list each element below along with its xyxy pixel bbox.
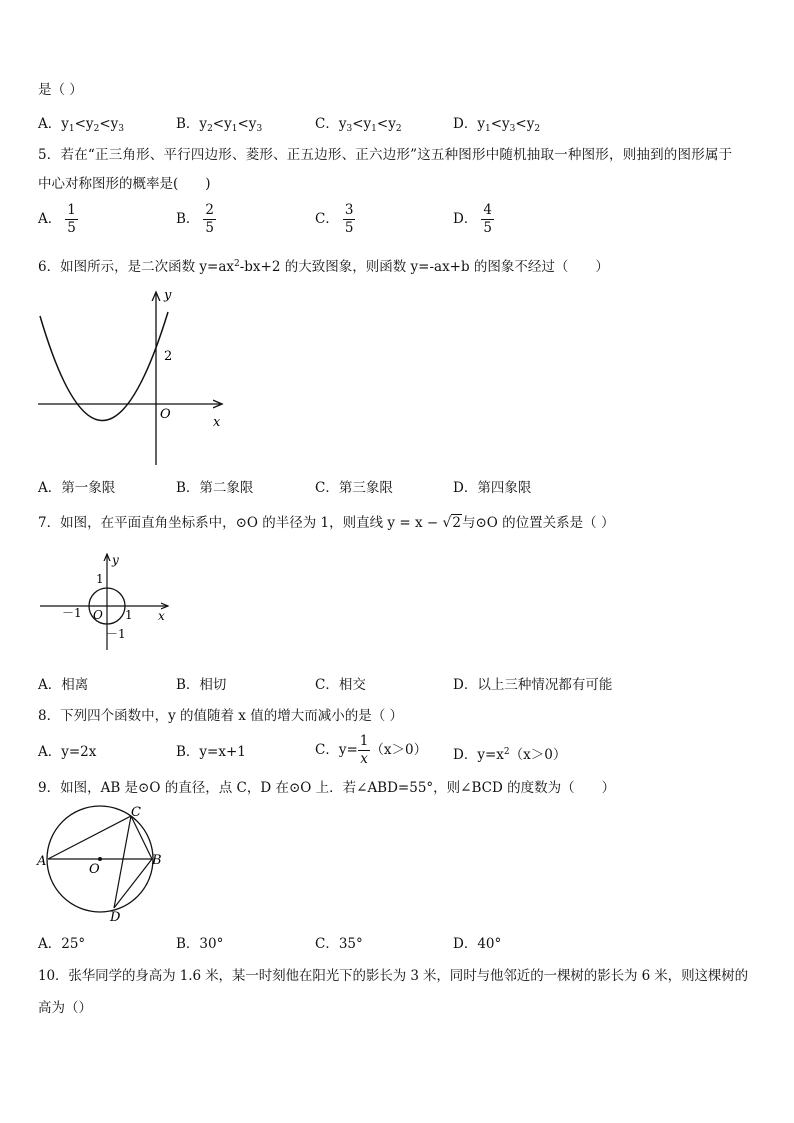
q9-chord-cd xyxy=(114,816,131,908)
q7-option-d: D．以上三种情况都有可能 xyxy=(453,677,613,693)
q6-parabola-figure xyxy=(30,282,230,472)
q10-line2: 高为（） xyxy=(38,1000,92,1016)
q7-origin-label: O xyxy=(93,608,103,622)
q4-option-d: D．$y_1<y_3<y_2$ xyxy=(453,116,541,134)
q6-y-label: y xyxy=(164,288,172,303)
q9-label-b: B xyxy=(152,853,162,868)
q8-option-a: A．y=2x xyxy=(38,744,97,760)
q7-question: 7．如图，在平面直角坐标系中，⊙O 的半径为 1，则直线 y = x − √2与⊙O 的位置关系是（ ） xyxy=(38,515,615,531)
q6-intercept-label: 2 xyxy=(164,349,173,364)
q7-option-b: B．相切 xyxy=(176,677,227,693)
q6-option-b: B．第二象限 xyxy=(176,480,254,496)
q8-question: 8．下列四个函数中，y 的值随着 x 值的增大而减小的是（ ） xyxy=(38,708,403,724)
q5-option-b: B． $\frac{2}{5}$ xyxy=(176,202,215,236)
q9-label-a: A xyxy=(37,854,47,869)
q6-option-c: C．第三象限 xyxy=(315,480,393,496)
q7-option-a: A．相离 xyxy=(38,677,89,693)
q5-line1: 5．若在“正三角形、平行四边形、菱形、正五边形、正六边形”这五种图形中随机抽取一种图形，则抽到的图形属于 xyxy=(38,147,733,163)
q7-x-label: x xyxy=(158,609,165,623)
q7-option-c: C．相交 xyxy=(315,677,366,693)
q9-option-d: D．40° xyxy=(453,936,502,952)
q9-label-c: C xyxy=(131,805,141,820)
q8-option-c: C．y= $\frac{1}{x}$ （x＞0） xyxy=(315,733,428,767)
q4-option-a: A．$y_1<y_2<y_3$ xyxy=(38,116,124,134)
q9-question: 9．如图，AB 是⊙O 的直径，点 C，D 在⊙O 上．若∠ABD=55°，则∠BCD 的度数为（ ） xyxy=(38,780,616,796)
q9-option-b: B．30° xyxy=(176,936,224,952)
q6-origin-label: O xyxy=(160,407,171,422)
q9-label-o: O xyxy=(89,862,100,877)
q10-line1: 10．张华同学的身高为 1.6 米，某一时刻他在阳光下的影长为 3 米，同时与他邻近的一棵树的影长为 6 米，则这棵树的 xyxy=(38,968,749,984)
q7-circle-figure xyxy=(36,548,176,653)
q4-tail-text: 是（ ） xyxy=(38,82,83,98)
q7-top-label: 1 xyxy=(96,572,104,586)
q4-option-c: C．$y_3<y_1<y_2$ xyxy=(315,116,402,134)
q9-option-a: A．25° xyxy=(38,936,86,952)
q9-label-d: D xyxy=(110,910,121,925)
q9-chord-ac xyxy=(48,816,131,859)
q6-option-d: D．第四象限 xyxy=(453,480,532,496)
q5-option-d: D． $\frac{4}{5}$ xyxy=(453,202,492,236)
q5-option-c: C． $\frac{3}{5}$ xyxy=(315,202,354,236)
q8-option-d: D．$y=x^2(x>0)$ xyxy=(453,747,567,763)
q7-y-label: y xyxy=(112,553,119,567)
q7-bottom-label: －1 xyxy=(106,627,126,641)
q8-option-b: B．y=x+1 xyxy=(176,744,246,760)
q5-option-a: A． $\frac{1}{5}$ xyxy=(38,202,76,236)
q6-option-a: A．第一象限 xyxy=(38,480,116,496)
q5-line2: 中心对称图形的概率是( ) xyxy=(38,176,211,192)
q9-center-dot xyxy=(98,857,102,861)
q7-right-label: 1 xyxy=(125,608,133,622)
q9-option-c: C．35° xyxy=(315,936,363,952)
q7-left-label: －1 xyxy=(62,606,82,620)
q6-x-label: x xyxy=(213,415,221,430)
q9-circle-figure xyxy=(34,804,174,926)
q4-option-b: B．$y_2<y_1<y_3$ xyxy=(176,116,263,134)
q6-question: 6．如图所示，是二次函数 $y=ax^2-bx+2$ 的大致图象，则函数 y=-ax+b 的图象不经过（ ） xyxy=(38,259,609,275)
